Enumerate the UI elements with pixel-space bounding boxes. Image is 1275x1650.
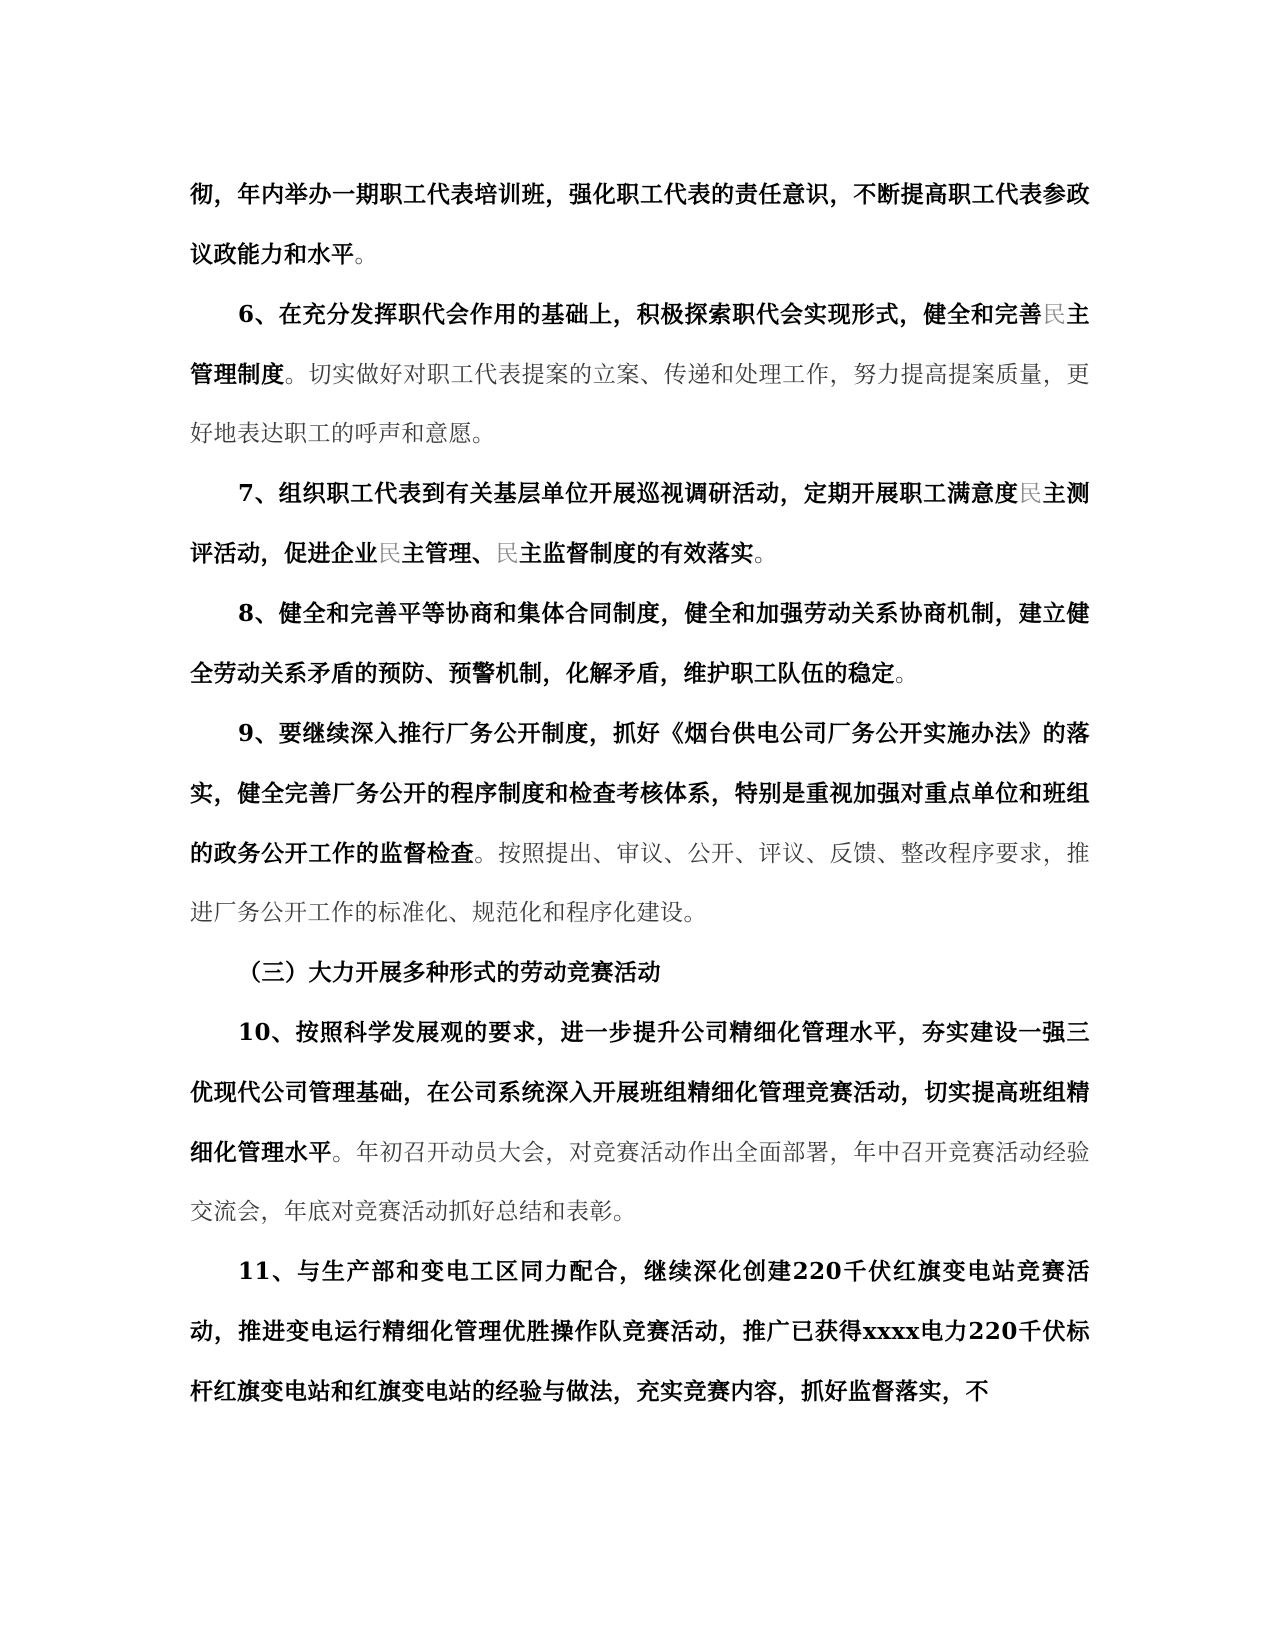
text-run: 彻，年内举办一期职工代表培训班，强化职工代表的责任意识，不断提高职工代表参政议政能力和水平 [190,181,1090,268]
text-run: 主监督制度的有效落实 [519,540,754,567]
text-run: 民 [378,541,402,567]
paragraph-item-7 [190,464,1090,584]
section-heading [190,943,1090,1003]
paragraph-item-6 [190,285,1090,464]
text-run: 主管理制度 [190,301,1090,388]
document-body [190,165,1090,1422]
text-run: 7、组织职工代表到有关基层单位开展巡视调研活动，定期开展职工满意度 [238,480,1019,507]
text-run: 6、在充分发挥职代会作用的基础上，积极探索职代会实现形式，健全和完善 [238,301,1043,328]
text-run: 民 [1042,302,1067,328]
text-run: 。切实做好对职工代表提案的立案、传递和处理工作，努力提高提案质量，更好地表达职工的呼声和意愿。 [190,362,1091,447]
text-run: 主测评活动，促进企业 [190,480,1090,567]
paragraph-item-10 [190,1003,1090,1242]
heading-text: （三）大力开展多种形式的劳动竞赛活动 [238,959,661,986]
text-run: 。 [354,242,378,268]
text-run: 。按照提出、审议、公开、评议、反馈、整改程序要求，推进厂务公开工作的标准化、规范化和程序化建设。 [190,841,1091,926]
text-run: 8、健全和完善平等协商和集体合同制度，健全和加强劳动关系协商机制，建立健全劳动关系矛盾的预防、预警机制，化解矛盾，维护职工队伍的稳定 [190,600,1090,687]
paragraph-continuation [190,165,1090,285]
paragraph-item-8 [190,584,1090,704]
text-run: 10、按照科学发展观的要求，进一步提升公司精细化管理水平，夯实建设一强三优现代公司管理基础，在公司系统深入开展班组精细化管理竞赛活动，切实提高班组精细化管理水平 [190,1019,1090,1166]
paragraph-item-11 [190,1242,1090,1422]
text-run: 主管理、 [401,540,496,567]
text-run: 9、要继续深入推行厂务公开制度，抓好《烟台供电公司厂务公开实施办法》的落实，健全完善厂务公开的程序制度和检查考核体系，特别是重视加强对重点单位和班组的政务公开工作的监督检查 [190,720,1090,867]
text-run: 。 [895,661,919,687]
paragraph-item-9 [190,704,1090,943]
text-run: 民 [1018,481,1043,507]
text-run: 。 [754,541,778,567]
text-run: 民 [495,541,519,567]
text-run: 。年初召开动员大会，对竞赛活动作出全面部署，年中召开竞赛活动经验交流会，年底对竞赛活动抓好总结和表彰。 [190,1140,1091,1225]
text-run: 11、与生产部和变电工区同力配合，继续深化创建220千伏红旗变电站竞赛活动，推进变电运行精细化管理优胜操作队竞赛活动，推广已获得xxxx电力220千伏标杆红旗变电站和红旗变电站的经验与做法，充实竞赛内容，抓好监督落实，不 [190,1258,1090,1405]
